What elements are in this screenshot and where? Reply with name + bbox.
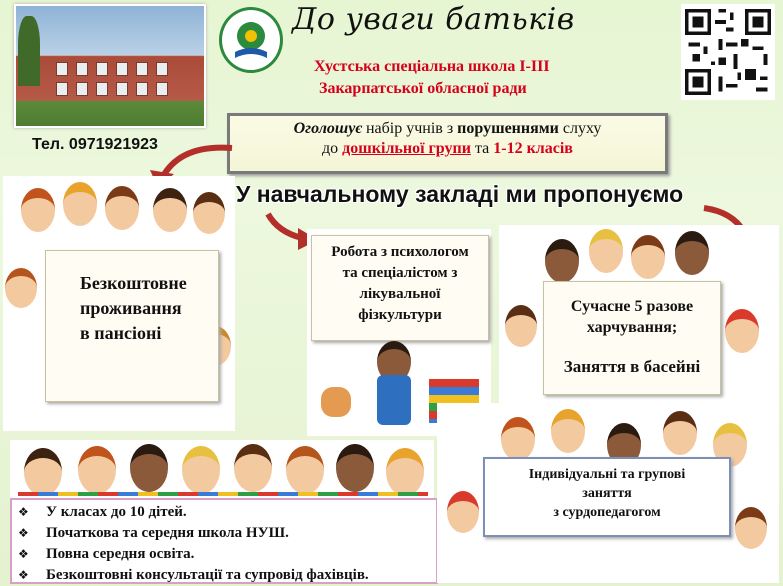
surdo-line: Індивідуальні та групові (528, 467, 686, 482)
meals-note (543, 281, 721, 395)
bullet-text: Початкова та середня школа НУШ. (46, 525, 289, 541)
preschool-group: дошкільної групи (342, 140, 471, 157)
surdo-panel (437, 403, 779, 583)
child-illustration (24, 448, 62, 496)
diamond-bullet-icon: ❖ (18, 547, 29, 561)
school-photo (14, 4, 206, 128)
child-illustration (501, 417, 535, 461)
bullet-box (10, 498, 438, 584)
announcement-box (227, 113, 668, 174)
announce-emphasis: порушеннями (457, 120, 559, 137)
kids-row-panel (10, 440, 434, 582)
phone-number[interactable]: Тел. 0971921923 (32, 136, 158, 153)
child-illustration (735, 507, 767, 549)
meals-line: харчування; (586, 319, 678, 336)
psychologist-line: Робота з психологом (331, 244, 469, 260)
surdo-line: з сурдопедагогом (553, 505, 661, 520)
bullet-text: Безкоштовні консультації та супровід фахівців. (46, 567, 369, 583)
bullet-item (18, 502, 436, 523)
child-illustration (63, 182, 97, 226)
child-illustration (447, 491, 479, 533)
psychologist-note (311, 235, 489, 341)
bullet-list (18, 502, 436, 586)
announce-word: Оголошує (293, 120, 362, 137)
child-illustration (589, 229, 623, 273)
child-body (377, 375, 411, 425)
grades-range: 1-12 класів (493, 140, 573, 157)
bullet-item (18, 544, 436, 565)
school-name: Хустська спеціальна школа І-ІІІ (314, 58, 550, 75)
psychologist-line: фізкультури (358, 307, 442, 323)
announce-line2-start: до (322, 140, 343, 157)
child-illustration (551, 409, 585, 453)
school-region: Закарпатської обласної ради (319, 80, 527, 97)
child-illustration (663, 411, 697, 455)
announce-text-end: слуху (558, 120, 602, 137)
meals-panel (499, 225, 779, 406)
school-logo (219, 7, 283, 73)
boarding-panel (3, 176, 235, 431)
surdo-note (483, 457, 731, 537)
diamond-bullet-icon: ❖ (18, 526, 29, 540)
child-illustration (545, 239, 579, 283)
diamond-bullet-icon: ❖ (18, 505, 29, 519)
child-illustration (105, 186, 139, 230)
bullet-item (18, 523, 436, 544)
child-illustration (193, 192, 225, 234)
child-illustration (234, 444, 272, 492)
offer-heading: У навчальному закладі ми пропонуємо (236, 181, 684, 207)
psychologist-line: лікувальної (359, 286, 441, 302)
child-illustration (286, 446, 324, 494)
pool-line: Заняття в басейні (563, 357, 701, 376)
announce-text: набір учнів з (361, 120, 458, 137)
child-illustration (675, 231, 709, 275)
diamond-bullet-icon: ❖ (18, 568, 29, 582)
announce-line2-mid: та (470, 140, 494, 157)
surdo-line: заняття (582, 486, 632, 501)
bullet-text: Повна середня освіта. (46, 546, 195, 562)
child-illustration (5, 268, 37, 308)
child-illustration (505, 305, 537, 347)
meals-line: Сучасне 5 разове (570, 298, 694, 315)
child-illustration (182, 446, 220, 494)
boarding-line: в пансіоні (80, 323, 162, 343)
boarding-note (45, 250, 219, 402)
child-illustration (153, 188, 187, 232)
psychologist-line: та спеціалістом з (342, 265, 458, 281)
child-illustration (78, 446, 116, 494)
child-illustration (386, 448, 424, 496)
qr-code[interactable] (681, 4, 775, 100)
boarding-line: проживання (80, 298, 182, 318)
child-illustration (725, 309, 759, 353)
child-illustration (336, 444, 374, 492)
child-illustration (130, 444, 168, 492)
banner-stripe (18, 492, 428, 496)
page-title: До уваги батьків (292, 2, 575, 37)
child-illustration (631, 235, 665, 279)
bullet-text: У класах до 10 дітей. (46, 504, 187, 520)
bullet-item (18, 565, 436, 586)
boarding-line: Безкоштовне (80, 273, 187, 293)
cat-illustration (321, 387, 351, 417)
child-illustration (21, 188, 55, 232)
